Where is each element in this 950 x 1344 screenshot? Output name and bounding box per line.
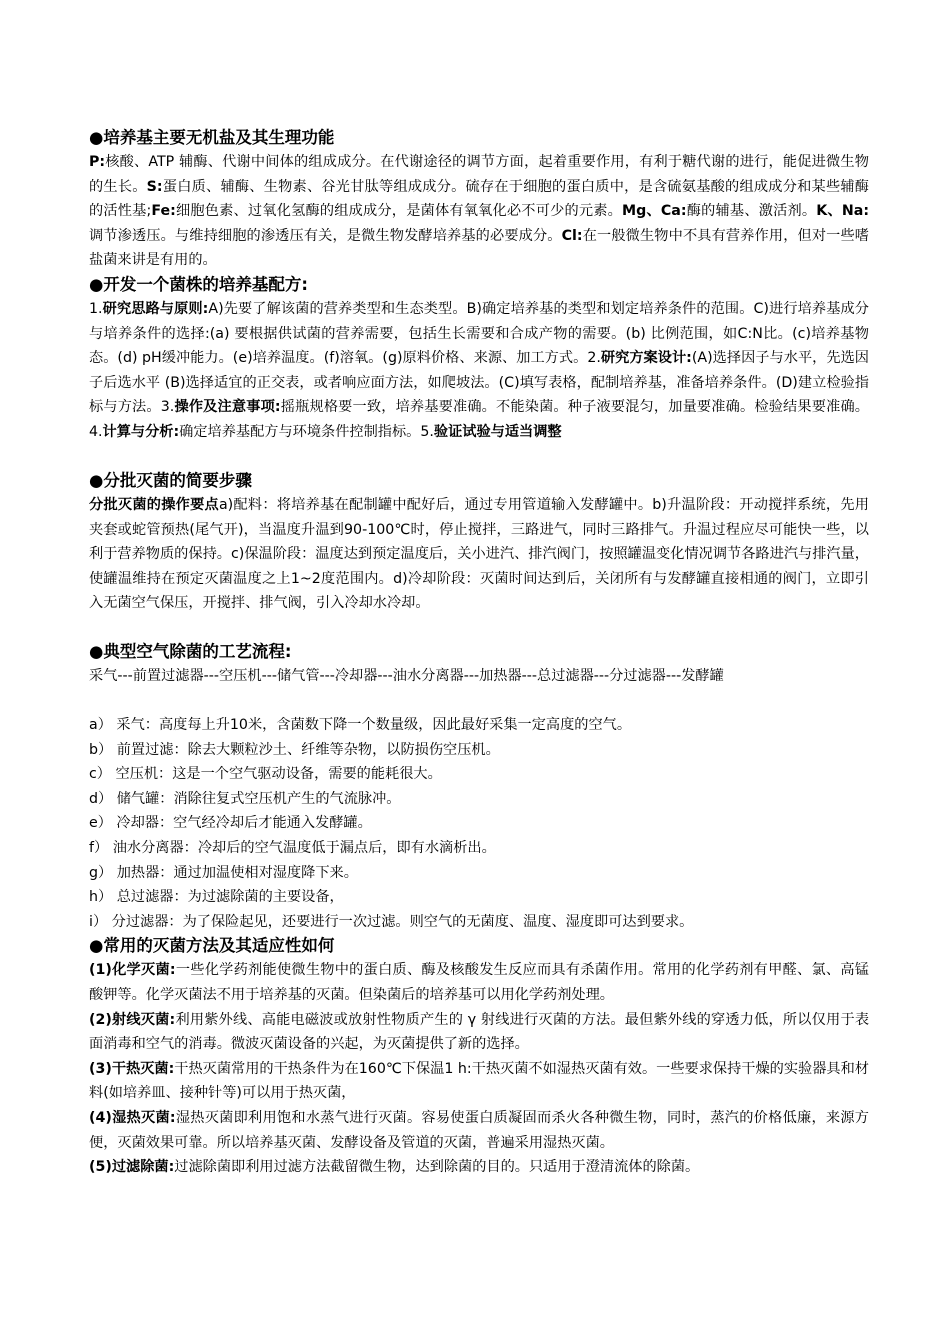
paragraph-medium-formula (89, 297, 869, 469)
label-research-idea: 研究思路与原则: (102, 301, 209, 317)
text-kna: 调节渗透压。与维持细胞的渗透压有关，是微生物发酵培养基的必要成分。 (89, 227, 562, 244)
method-chemical (89, 958, 869, 1007)
prefix-5: 5. (420, 423, 434, 440)
list-item: a） 采气：高度每上升10米，含菌数下降一个数量级，因此最好采集一定高度的空气。 (89, 717, 632, 733)
text-batch-points: a)配料：将培养基在配制罐中配好后，通过专用管道输入发酵罐中。b)升温阶段：开动搅拌系统，先用夹套或蛇管预热(尾气开)，当温度升温到90-100℃时，停止搅拌，三路进气，同时三路排气。升温过程应尽可能快一些，以利于营养物质的保持。c)保温阶段：温度达到预定温度后，关小进汽、排汽阀门，按照罐温变化情况调节各路进汽与排汽量，使罐温维持在预定灭菌温度之上1~2度范围内。d)冷却阶段：灭菌时间达到后，关闭所有与发酵罐直接相通的阀门，立即引入无菌空气保压，开搅拌、排气阀，引入冷却水冷却。 (89, 497, 869, 612)
label-fe: Fe: (151, 203, 176, 220)
list-item: c） 空压机：这是一个空气驱动设备，需要的能耗很大。 (89, 766, 442, 783)
prefix-1: 1. (89, 301, 103, 317)
label-mgca: Mg、Ca: (622, 203, 687, 220)
section-heading-batch-sterilization: ●分批灭菌的简要步骤 (89, 471, 252, 490)
text-s: 蛋白质、辅酶、生物素、谷光甘肽等组成成分。硫存在于细胞的蛋白质中，是含硫氨基酸的组成成分和某些辅酶的活性基; (89, 178, 869, 220)
text-calculation: 确定培养基配方与环境条件控制指标。 (179, 423, 421, 440)
section-heading-medium-formula: ●开发一个菌株的培养基配方: (89, 275, 308, 294)
method-filtration (89, 1155, 869, 1180)
text-research-design: (A)选择因子与水平，先选因子后选水平 (B)选择适宜的正交表，或者响应面方法，如爬坡法。(C)填写表格，配制培养基，准备培养条件。(D)建立检验指标与方法。 (89, 350, 869, 416)
label-s: S: (146, 178, 163, 195)
list-item: f） 油水分离器：冷却后的空气温度低于漏点后，即有水滴析出。 (89, 839, 496, 856)
process-steps-list (89, 713, 869, 934)
text-dry-heat: 干热灭菌常用的干热条件为在160℃下保温1 h:干热灭菌不如湿热灭菌有效。一些要求保持干燥的实验器具和材料(如培养皿、接种针等)可以用于热灭菌， (89, 1060, 869, 1102)
process-flow: 采气---前置过滤器---空压机---储气管---冷却器---油水分离器---加热器---总过滤器---分过滤器---发酵罐 (89, 668, 724, 684)
list-item: i） 分过滤器：为了保险起见，还要进行一次过滤。则空气的无菌度、温度、湿度即可达到要求。 (89, 913, 694, 930)
paragraph-batch-sterilization (89, 493, 869, 640)
list-item: e） 冷却器：空气经冷却后才能通入发酵罐。 (89, 815, 372, 832)
list-item: h） 总过滤器：为过滤除菌的主要设备， (89, 889, 344, 906)
text-moist-heat: 湿热灭菌即利用饱和水蒸气进行灭菌。容易使蛋白质凝固而杀火各种微生物，同时，蒸汽的价格低廉，来源方便，灭菌效果可靠。所以培养基灭菌、发酵设备及管道的灭菌，普遍采用湿热灭菌。 (89, 1109, 869, 1151)
text-mgca: 酶的辅基、激活剂。 (686, 203, 817, 220)
label-moist-heat: (4)湿热灭菌: (89, 1109, 176, 1126)
label-radiation: (2)射线灭菌: (89, 1011, 176, 1028)
prefix-3: 3. (160, 399, 175, 416)
section-heading-inorganic-salts: ●培养基主要无机盐及其生理功能 (89, 128, 335, 147)
document-page (89, 126, 869, 1180)
list-item: b） 前置过滤：除去大颗粒沙土、纤维等杂物，以防损伤空压机。 (89, 741, 500, 758)
label-batch-points: 分批灭菌的操作要点 (89, 497, 219, 513)
label-calculation: 计算与分析: (102, 423, 180, 440)
text-research-idea: A)先要了解该菌的营养类型和生态类型。B)确定培养基的类型和划定培养条件的范围。C)进行培养基成分与培养条件的选择:(a) 要根据供试菌的营养需要，包括生长需要和合成产物的需要。(b) 比例范围，如C:N比。(c)培养基物态。(d) pH缓冲能力。(e)培养温度。(f)溶氧。(g)原料价格、来源、加工方式。 (89, 301, 869, 367)
prefix-4: 4. (89, 423, 103, 440)
list-item: g） 加热器：通过加温使相对湿度降下来。 (89, 864, 358, 881)
label-p: P: (89, 154, 106, 170)
text-operation-notes: 摇瓶规格要一致，培养基要准确。不能染菌。种子液要混匀，加量要准确。检验结果要准确。 (280, 399, 869, 416)
section-heading-sterilization-methods: ●常用的灭菌方法及其适应性如何 (89, 936, 335, 956)
text-radiation: 利用紫外线、高能电磁波或放射性物质产生的 γ 射线进行灭菌的方法。最但紫外线的穿透力低，所以仅用于表面消毒和空气的消毒。微波灭菌设备的兴起，为灭菌提供了新的选择。 (89, 1011, 870, 1053)
method-dry-heat (89, 1057, 869, 1106)
label-filtration: (5)过滤除菌: (89, 1159, 175, 1176)
text-p: 核酸、ATP 辅酶、代谢中间体的组成成分。在代谢途径的调节方面，起着重要作用，有利于糖代谢的进行，能促进微生物的生长。 (89, 154, 869, 195)
text-fe: 细胞色素、过氧化氢酶的组成成分，是菌体有氧氧化必不可少的元素。 (175, 203, 623, 220)
label-operation-notes: 操作及注意事项: (174, 399, 281, 416)
label-dry-heat: (3)干热灭菌: (89, 1060, 175, 1077)
label-kna: K、Na: (816, 203, 869, 220)
prefix-2: 2. (587, 350, 601, 367)
list-item: d） 储气罐：消除往复式空压机产生的气流脉冲。 (89, 790, 401, 807)
text-filtration: 过滤除菌即利用过滤方法截留微生物，达到除菌的目的。只适用于澄清流体的除菌。 (174, 1159, 700, 1176)
paragraph-inorganic-salts (89, 150, 869, 273)
label-chemical: (1)化学灭菌: (89, 962, 176, 979)
text-chemical: 一些化学药剂能使微生物中的蛋白质、酶及核酸发生反应而具有杀菌作用。常用的化学药剂有甲醛、氯、高锰酸钾等。化学灭菌法不用于培养基的灭菌。但染菌后的培养基可以用化学药剂处理。 (89, 962, 869, 1003)
label-cl: Cl: (561, 227, 583, 244)
method-moist-heat (89, 1106, 869, 1155)
label-verification: 验证试验与适当调整 (433, 423, 562, 440)
method-radiation (89, 1008, 869, 1057)
text-cl: 在一般微生物中不具有营养作用，但对一些嗜盐菌来讲是有用的。 (89, 227, 869, 269)
section-heading-air-sterilization: ●典型空气除菌的工艺流程: (89, 642, 292, 661)
label-research-design: 研究方案设计: (600, 350, 692, 367)
